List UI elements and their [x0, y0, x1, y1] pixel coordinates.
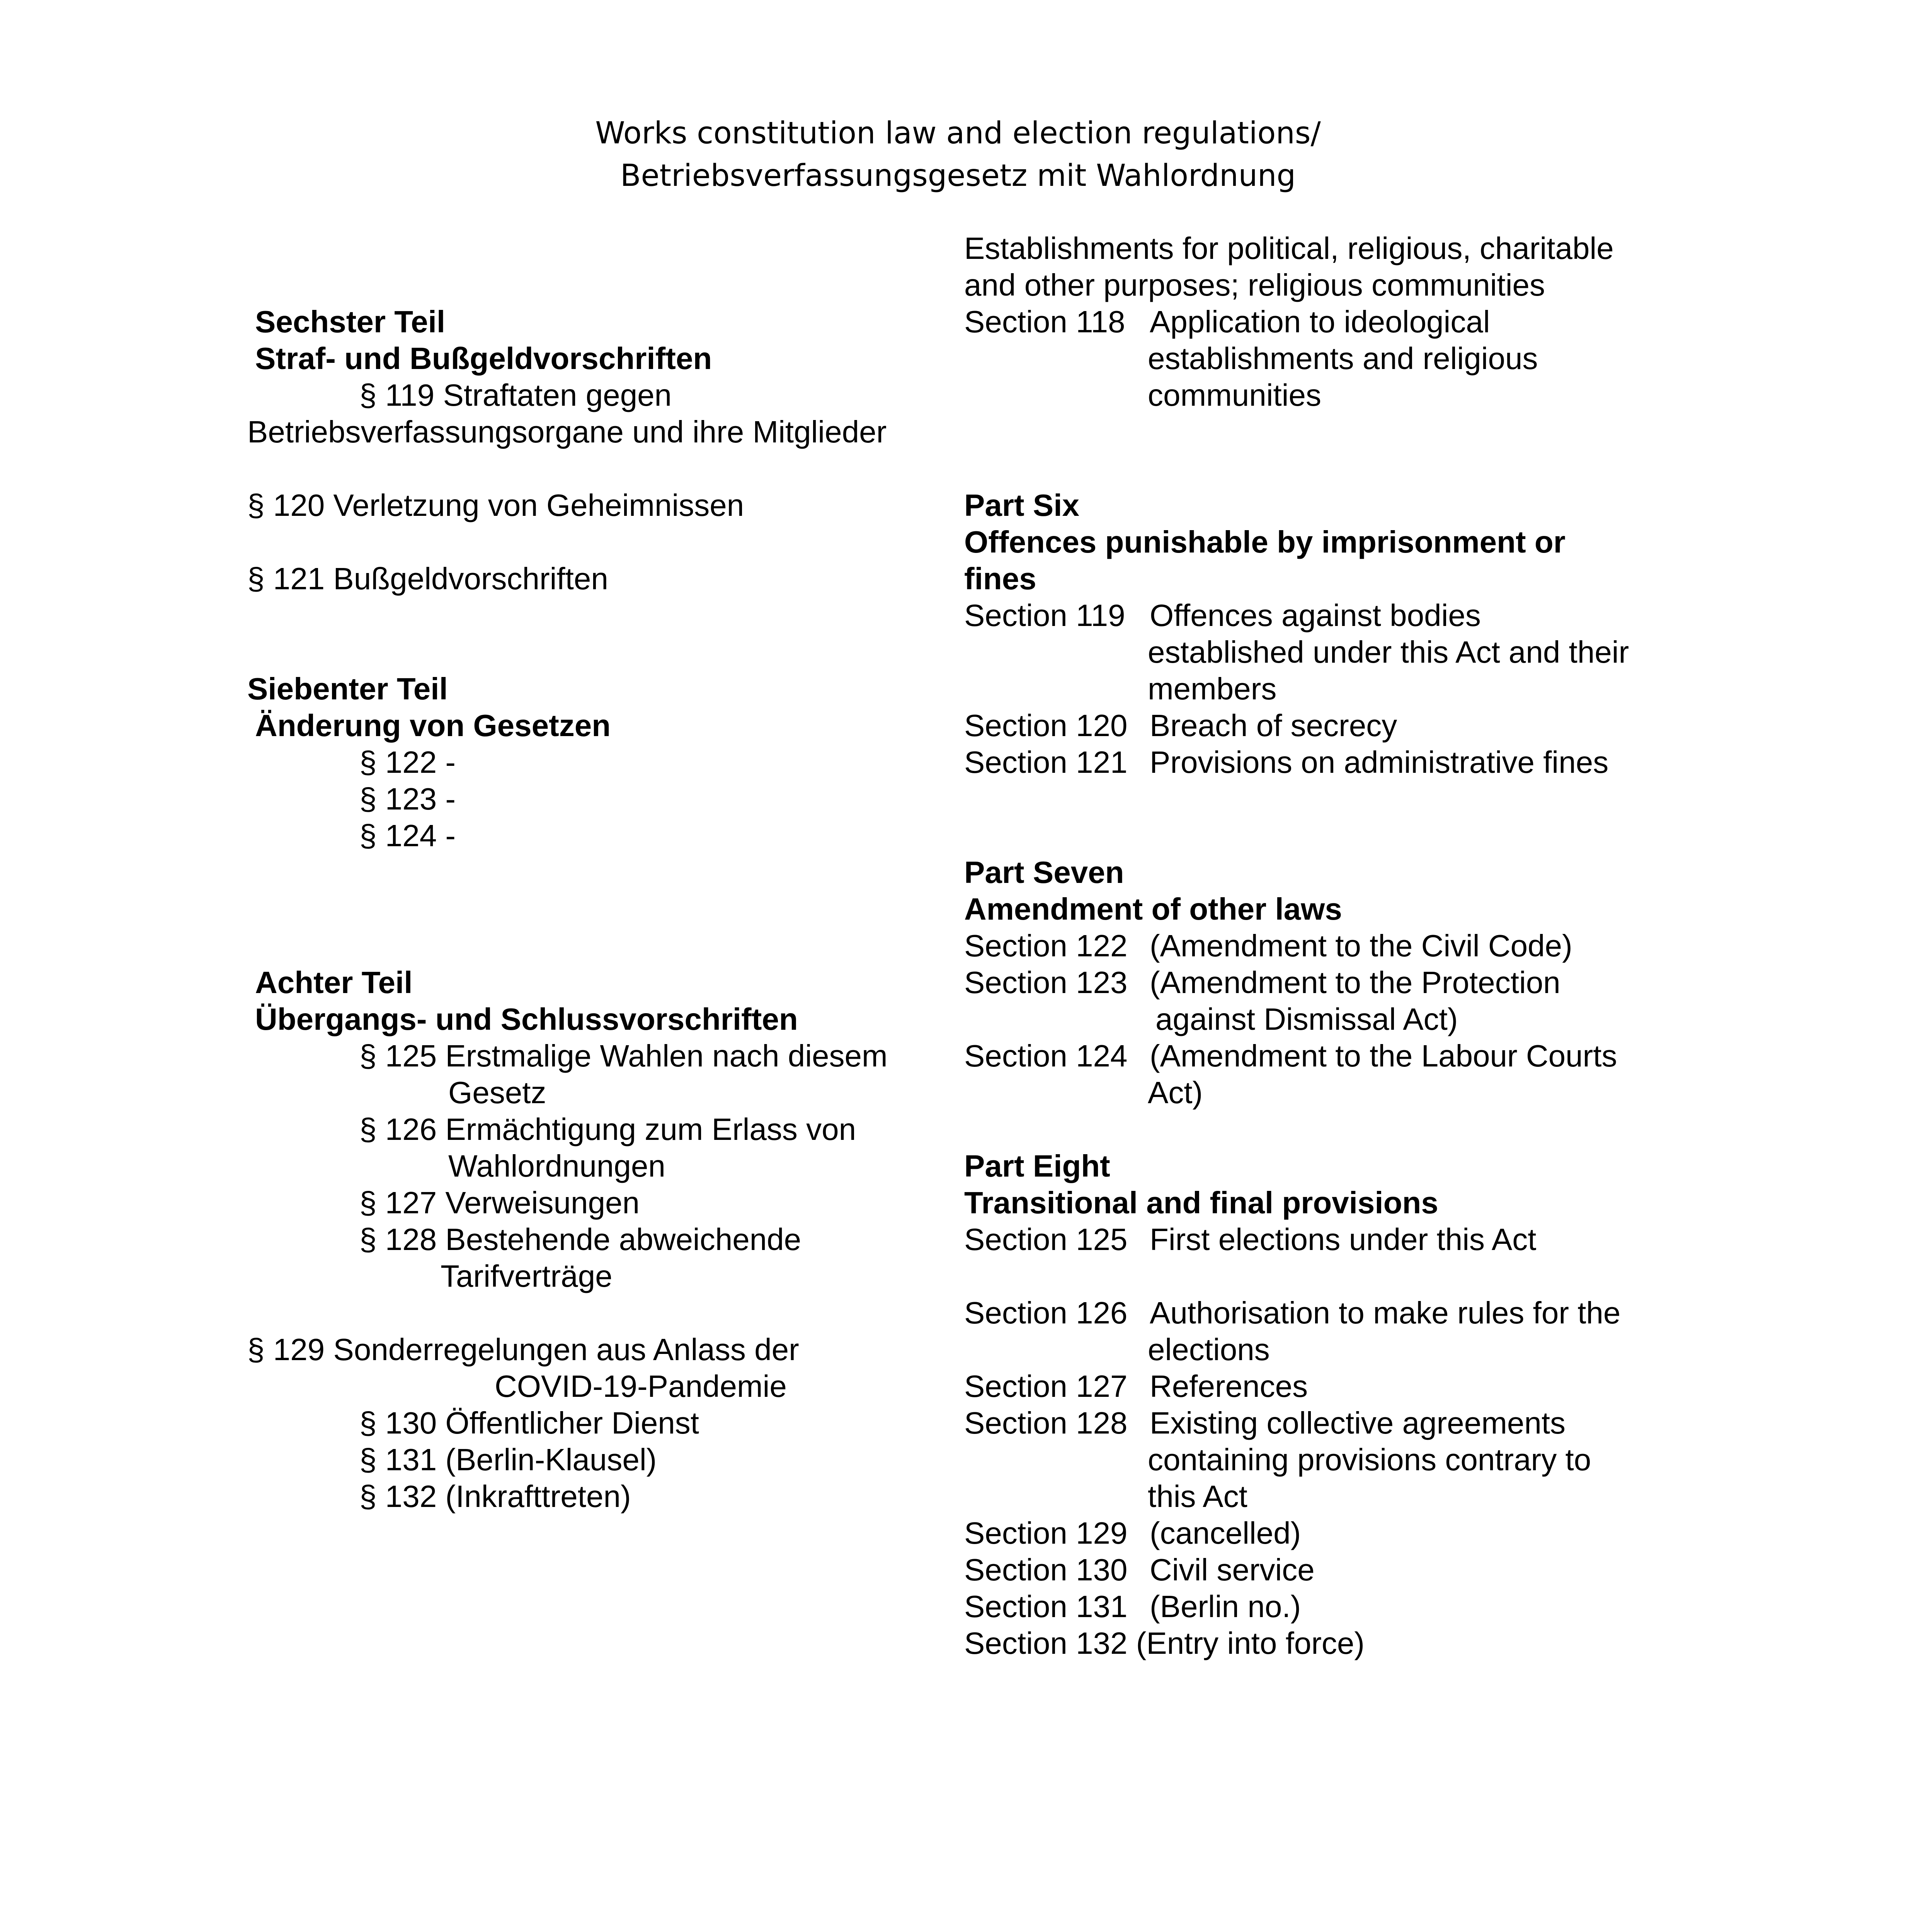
- section-label: Section 124: [964, 1039, 1128, 1073]
- part-six-en-subtitle-cont: fines: [964, 561, 1036, 596]
- part-six-en-title: Part Six: [964, 488, 1079, 522]
- section-title: First elections under this Act: [1150, 1222, 1537, 1257]
- section-title: (Amendment to the Protection: [1150, 965, 1560, 1000]
- section-label: Section 130: [964, 1553, 1128, 1587]
- part-seven-de-subtitle: Änderung von Gesetzen: [255, 708, 611, 743]
- toc-entry-124-en-cont: Act): [1148, 1075, 1203, 1110]
- section-title: References: [1150, 1369, 1308, 1403]
- section-title: (cancelled): [1150, 1516, 1301, 1550]
- toc-entry-129-de: § 129 Sonderregelungen aus Anlass der: [247, 1332, 799, 1367]
- toc-entry-125-de-cont: Gesetz: [448, 1075, 546, 1110]
- toc-entry-120-de: § 120 Verletzung von Geheimnissen: [247, 488, 744, 522]
- section-title: (Amendment to the Labour Courts: [1150, 1039, 1617, 1073]
- toc-entry-126-en-cont: elections: [1148, 1332, 1270, 1367]
- toc-entry-132-en: Section 132 (Entry into force): [964, 1626, 1365, 1660]
- section-title: Civil service: [1150, 1553, 1315, 1587]
- section-title: (Amendment to the Civil Code): [1150, 929, 1572, 963]
- part-eight-en-subtitle: Transitional and final provisions: [964, 1185, 1438, 1220]
- part-seven-de-title: Siebenter Teil: [247, 672, 448, 706]
- running-header-line-1: Works constitution law and election regulations/: [595, 116, 1321, 151]
- section-label: Section 118: [964, 304, 1125, 339]
- toc-entry-125-de: § 125 Erstmalige Wahlen nach diesem: [359, 1039, 888, 1073]
- part-six-de-title: Sechster Teil: [255, 304, 446, 339]
- part-eight-de-title: Achter Teil: [255, 965, 413, 1000]
- toc-entry-123-en-cont: against Dismissal Act): [1155, 1002, 1458, 1036]
- toc-entry-131-de: § 131 (Berlin-Klausel): [359, 1442, 657, 1477]
- section-label: Section 131: [964, 1589, 1128, 1624]
- section-title: Authorisation to make rules for the: [1150, 1296, 1621, 1330]
- section-label: Section 119: [964, 598, 1125, 633]
- section-label: Section 123: [964, 965, 1128, 1000]
- section-title: Application to ideological: [1150, 304, 1490, 339]
- toc-entry-128-de: § 128 Bestehende abweichende: [359, 1222, 801, 1257]
- section-label: Section 121: [964, 745, 1128, 779]
- part-seven-en-subtitle: Amendment of other laws: [964, 892, 1342, 926]
- part-eight-de-subtitle: Übergangs- und Schlussvorschriften: [255, 1002, 798, 1036]
- toc-entry-119-en-cont-1: established under this Act and their: [1148, 635, 1629, 669]
- toc-entry-118-en-cont-2: communities: [1148, 378, 1322, 412]
- part-six-en-subtitle: Offences punishable by imprisonment or: [964, 525, 1565, 559]
- toc-entry-130-de: § 130 Öffentlicher Dienst: [359, 1406, 699, 1440]
- toc-entry-128-en-cont-1: containing provisions contrary to: [1148, 1442, 1591, 1477]
- running-header-line-2: Betriebsverfassungsgesetz mit Wahlordnung: [620, 158, 1296, 193]
- toc-entry-118-en-cont-1: establishments and religious: [1148, 341, 1538, 376]
- section-label: Section 125: [964, 1222, 1128, 1257]
- section-label: Section 129: [964, 1516, 1128, 1550]
- toc-entry-129-de-cont: COVID-19-Pandemie: [495, 1369, 787, 1403]
- part-six-de-subtitle: Straf- und Bußgeldvorschriften: [255, 341, 712, 376]
- toc-entry-132-de: § 132 (Inkrafttreten): [359, 1479, 631, 1514]
- toc-entry-127-de: § 127 Verweisungen: [359, 1185, 640, 1220]
- section-title: Offences against bodies: [1150, 598, 1481, 633]
- section-title: Provisions on administrative fines: [1150, 745, 1609, 779]
- section-label: Section 126: [964, 1296, 1128, 1330]
- toc-entry-122-de: § 122 -: [359, 745, 456, 779]
- toc-entry-126-de: § 126 Ermächtigung zum Erlass von: [359, 1112, 856, 1146]
- toc-entry-121-de: § 121 Bußgeldvorschriften: [247, 561, 608, 596]
- toc-entry-119-de: § 119 Straftaten gegen: [359, 378, 672, 412]
- section-label: Section 122: [964, 929, 1128, 963]
- section-title: (Berlin no.): [1150, 1589, 1301, 1624]
- section-label: Section 127: [964, 1369, 1128, 1403]
- toc-entry-123-de: § 123 -: [359, 782, 456, 816]
- section-label: Section 120: [964, 708, 1128, 743]
- part-seven-en-title: Part Seven: [964, 855, 1124, 889]
- toc-entry-126-de-cont: Wahlordnungen: [448, 1149, 665, 1183]
- toc-entry-119-en-cont-2: members: [1148, 672, 1277, 706]
- toc-entry-128-de-cont: Tarifverträge: [441, 1259, 613, 1293]
- section-label: Section 128: [964, 1406, 1128, 1440]
- part-eight-en-title: Part Eight: [964, 1149, 1110, 1183]
- toc-entry-128-en-cont-2: this Act: [1148, 1479, 1247, 1514]
- intro-en-line-1: Establishments for political, religious, charitable: [964, 231, 1614, 265]
- toc-entry-124-de: § 124 -: [359, 818, 456, 853]
- section-title: Breach of secrecy: [1150, 708, 1397, 743]
- intro-en-line-2: and other purposes; religious communities: [964, 268, 1545, 302]
- section-title: Existing collective agreements: [1150, 1406, 1566, 1440]
- toc-entry-119-de-cont: Betriebsverfassungsorgane und ihre Mitglieder: [247, 415, 887, 449]
